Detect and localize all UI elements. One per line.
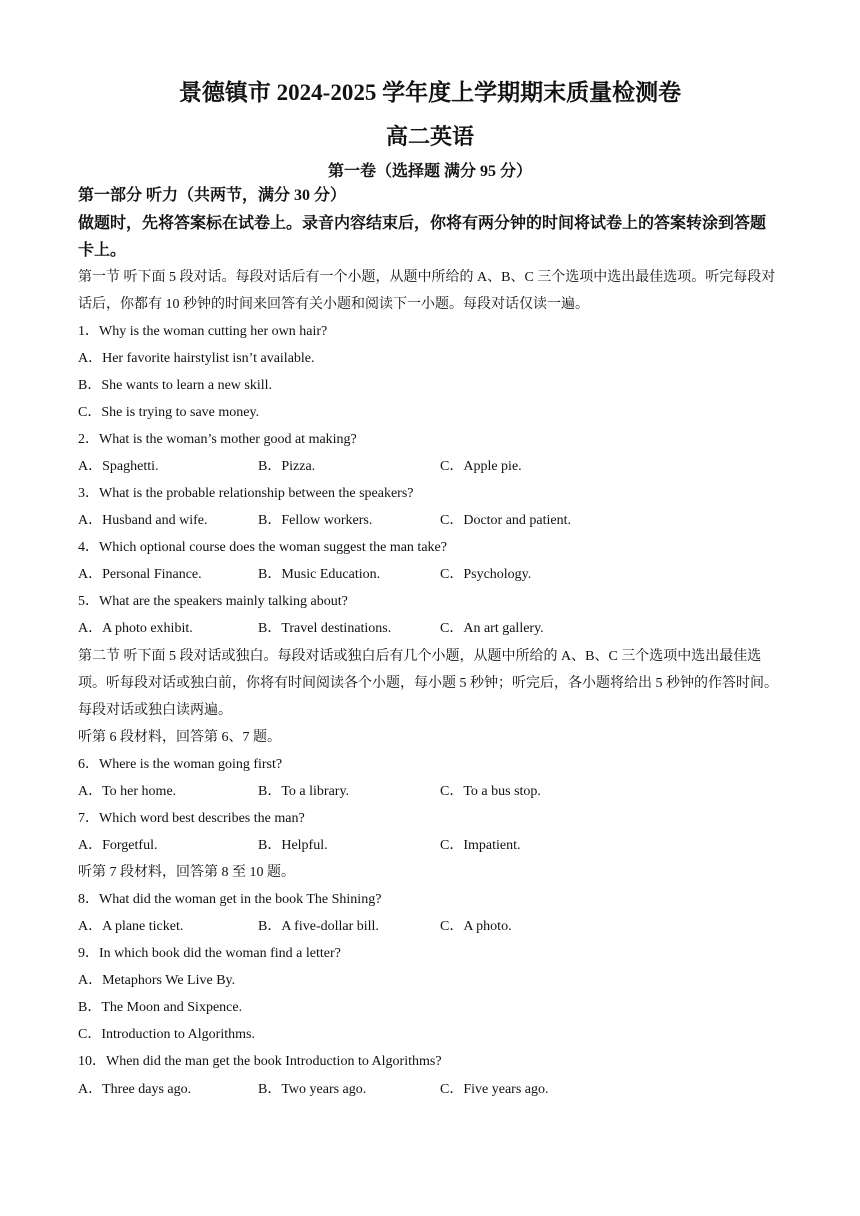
option-b: B．Pizza. xyxy=(258,459,316,474)
question-stem: 2．What is the woman’s mother good at making? xyxy=(78,432,357,447)
part1-heading: 第一部分 听力（共两节，满分 30 分） xyxy=(78,187,347,204)
option-c: C．A photo. xyxy=(440,919,512,934)
option-c: C．Introduction to Algorithms. xyxy=(78,1027,255,1042)
option-b: B．Helpful. xyxy=(258,838,328,853)
option-a: A．Metaphors We Live By. xyxy=(78,973,236,988)
question-stem: 9．In which book did the woman find a letter? xyxy=(78,946,341,961)
option-b: B．Fellow workers. xyxy=(258,513,373,528)
material-7-note: 听第 7 段材料，回答第 8 至 10 题。 xyxy=(78,865,295,880)
option-b: B．Travel destinations. xyxy=(258,621,392,636)
option-a: A．Forgetful. xyxy=(78,838,158,853)
option-c: C．Doctor and patient. xyxy=(440,513,572,528)
question-stem: 8．What did the woman get in the book The Shining? xyxy=(78,892,382,907)
part1-instruction: 做题时，先将答案标在试卷上。录音内容结束后，你将有两分钟的时间将试卷上的答案转涂到答题卡上。 xyxy=(78,215,767,259)
question-stem: 7．Which word best describes the man? xyxy=(78,811,305,826)
option-a: A．Her favorite hairstylist isn’t available. xyxy=(78,351,315,366)
option-c: C．An art gallery. xyxy=(440,621,544,636)
option-c: C．To a bus stop. xyxy=(440,784,541,799)
option-c: C．Five years ago. xyxy=(440,1082,549,1097)
option-b: B．Music Education. xyxy=(258,567,381,582)
option-b: B．A five-dollar bill. xyxy=(258,919,379,934)
section1-intro: 第一节 听下面 5 段对话。每段对话后有一个小题，从题中所给的 A、B、C 三个选项中选出最佳选项。听完每段对话后，你都有 10 秒钟的时间来回答有关小题和阅读下一小题。每段对话仅读一遍。 xyxy=(78,270,776,312)
question-stem: 1．Why is the woman cutting her own hair? xyxy=(78,324,328,339)
question-stem: 4．Which optional course does the woman suggest the man take? xyxy=(78,540,447,555)
option-b: B．To a library. xyxy=(258,784,350,799)
option-a: A．Spaghetti. xyxy=(78,459,159,474)
question-stem: 6．Where is the woman going first? xyxy=(78,757,283,772)
question-stem: 10．When did the man get the book Introduction to Algorithms? xyxy=(78,1054,442,1069)
material-6-note: 听第 6 段材料，回答第 6、7 题。 xyxy=(78,730,281,745)
option-a: A．Personal Finance. xyxy=(78,567,202,582)
option-a: A．Husband and wife. xyxy=(78,513,208,528)
option-c: C．She is trying to save money. xyxy=(78,405,260,420)
volume-title: 第一卷（选择题 满分 95 分） xyxy=(327,163,532,180)
exam-title: 景德镇市 2024-2025 学年度上学期期末质量检测卷 xyxy=(178,80,682,105)
option-c: C．Apple pie. xyxy=(440,459,522,474)
option-a: A．A photo exhibit. xyxy=(78,621,193,636)
option-a: A．A plane ticket. xyxy=(78,919,184,934)
question-stem: 5．What are the speakers mainly talking about? xyxy=(78,594,348,609)
subject-title: 高二英语 xyxy=(385,124,474,149)
option-b: B．Two years ago. xyxy=(258,1082,367,1097)
option-a: A．Three days ago. xyxy=(78,1082,192,1097)
question-stem: 3．What is the probable relationship between the speakers? xyxy=(78,486,414,501)
option-c: C．Impatient. xyxy=(440,838,521,853)
section2-intro: 第二节 听下面 5 段对话或独白。每段对话或独白后有几个小题，从题中所给的 A、B、C 三个选项中选出最佳选项。听每段对话或独白前，你将有时间阅读各个小题，每小题 5 秒钟；听完后，各小题将给出 5 秒钟的作答时间。每段对话或独白读两遍。 xyxy=(78,649,778,718)
option-b: B．She wants to learn a new skill. xyxy=(78,378,273,393)
option-c: C．Psychology. xyxy=(440,567,532,582)
option-a: A．To her home. xyxy=(78,784,177,799)
option-b: B．The Moon and Sixpence. xyxy=(78,1000,243,1015)
